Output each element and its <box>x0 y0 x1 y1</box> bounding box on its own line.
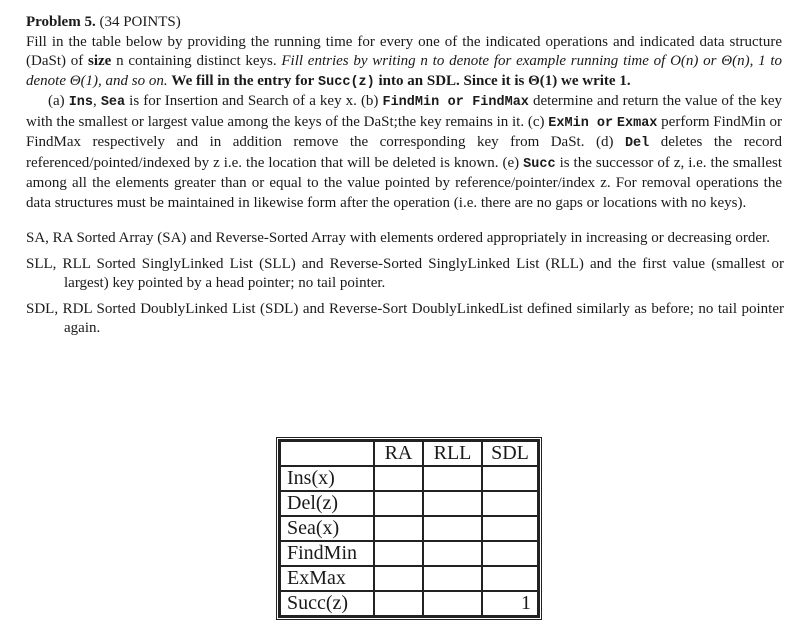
table-row <box>280 591 538 616</box>
table-cell-sdl[interactable] <box>482 566 538 591</box>
table-header-row <box>280 441 538 466</box>
op-d-text: deletes the record referenced/pointed/indexed by z i.e. the location that will be deleted is known. <box>26 134 782 171</box>
op-c-prefix: (c) <box>527 113 545 130</box>
succ-code: Succ(z) <box>318 74 375 90</box>
op-a-text: is for Insertion and Search of a key x. <box>129 93 357 109</box>
table-cell-ra[interactable] <box>374 466 423 491</box>
definition-term: SA, RA <box>26 230 73 246</box>
op-e-text: is the successor of z, i.e. the smallest among all the elements greater than or equal to the value pointed by reference/pointer/index z. For removal operations the data structures must be maintained in likewise form after the operation (i.e. there are no gaps or locations with no keys). <box>26 154 783 211</box>
table-header-corner <box>280 441 374 466</box>
op-a-prefix: (a) <box>48 93 65 109</box>
table-row <box>280 566 538 591</box>
definition-term: SLL, RLL <box>26 255 91 272</box>
table-cell-rll[interactable] <box>423 541 482 566</box>
table-header-sdl: SDL <box>482 441 538 466</box>
intro-bold-2: into an SDL. Since it is Θ(1) we write 1. <box>378 72 631 89</box>
op-exmin: ExMin or <box>548 115 614 131</box>
definition-item <box>26 255 784 294</box>
definition-text: Sorted Array (SA) and Reverse-Sorted Array with elements ordered appropriately in increasing or decreasing order. <box>76 230 770 246</box>
row-label: Ins(x) <box>280 466 374 491</box>
table-cell-rll[interactable] <box>423 516 482 541</box>
complexity-table <box>279 440 539 617</box>
op-exmax: Exmax <box>616 115 658 131</box>
row-label: Del(z) <box>280 491 374 516</box>
table-cell-ra[interactable] <box>374 491 423 516</box>
table-cell-rll[interactable] <box>423 566 482 591</box>
op-succ: Succ <box>523 156 556 172</box>
table-cell-sdl[interactable] <box>482 516 538 541</box>
table-header-rll: RLL <box>423 441 482 466</box>
table-row <box>280 541 538 566</box>
op-sea: Sea <box>100 95 126 110</box>
table-cell-sdl[interactable] <box>482 541 538 566</box>
table-cell-sdl[interactable] <box>482 466 538 491</box>
op-ins: Ins <box>68 95 94 110</box>
table-cell-rll[interactable] <box>423 466 482 491</box>
definition-term: SDL, RDL <box>26 300 93 317</box>
op-del: Del <box>624 136 650 151</box>
complexity-table-border <box>276 437 542 620</box>
table-cell-sdl[interactable]: 1 <box>482 591 538 616</box>
op-b-prefix: (b) <box>360 93 379 109</box>
size-word: size <box>88 53 112 69</box>
table-cell-ra[interactable] <box>374 516 423 541</box>
table-cell-ra[interactable] <box>374 591 423 616</box>
definition-item <box>26 229 784 249</box>
table-cell-rll[interactable] <box>423 591 482 616</box>
op-c-text: perform FindMin or FindMax respectively and in addition remove the corresponding key from DaSt. <box>26 113 783 150</box>
op-findmin-findmax: FindMin or FindMax <box>382 95 529 110</box>
problem-points: (34 POINTS) <box>99 14 181 30</box>
problem-label: Problem 5. <box>26 14 96 30</box>
row-label: FindMin <box>280 541 374 566</box>
table-row <box>280 516 538 541</box>
table-row <box>280 491 538 516</box>
table-header-ra: RA <box>374 441 423 466</box>
table-row <box>280 466 538 491</box>
problem-document <box>26 13 785 345</box>
op-d-prefix: (d) <box>595 134 614 150</box>
intro-bold-1: We fill in the entry for <box>171 72 315 89</box>
intro-italic-note: Fill entries by writing n to denote for example running time of O(n) or Θ(n), 1 to denote Θ(1), and so on. <box>26 53 783 89</box>
table-cell-sdl[interactable] <box>482 491 538 516</box>
definition-text: Sorted SinglyLinked List (SLL) and Reverse-Sorted SinglyLinked List (RLL) and the first value (smallest or largest) key pointed by a head pointer; no tail pointer. <box>64 255 784 291</box>
intro-sentence-2: n containing distinct keys. <box>116 53 277 69</box>
op-b-text: determine and return the value of the key with the smallest or largest value among the keys of the DaSt;the key remains in it. <box>26 93 783 130</box>
definition-text: Sorted DoublyLinked List (SDL) and Reverse-Sort DoublyLinkedList defined similarly as before; no tail pointer again. <box>64 300 785 336</box>
complexity-table-wrapper <box>276 437 542 620</box>
row-label: Succ(z) <box>280 591 374 616</box>
intro-paragraph <box>26 33 782 93</box>
row-label: Sea(x) <box>280 516 374 541</box>
problem-heading <box>26 13 782 33</box>
table-cell-ra[interactable] <box>374 566 423 591</box>
operations-paragraph: (a) Ins, Sea is for Insertion and Search of a key x. (b) FindMin or FindMax determine and return the value of the key with the smallest or largest value among the keys of the DaSt;the key remains in it. (c) ExMin or Exmax perform FindMin or FindMax respectively and in addition remove the corresponding key from DaSt. (d) Del deletes the record referenced/pointed/indexed by z i.e. the location that will be deleted is known. (e) Succ is the successor of z, i.e. the smallest among all the elements greater than or equal to the value pointed by reference/pointer/index z. For removal operations the data structures must be maintained in likewise form after the operation (i.e. there are no gaps or locations with no keys). <box>26 93 783 211</box>
intro-sentence-1: Fill in the table below by providing the running time for every one of the indicated operations and indicated data structure (DaSt) of <box>26 33 782 69</box>
definitions-list <box>26 229 785 339</box>
op-e-prefix: (e) <box>502 154 520 171</box>
table-cell-ra[interactable] <box>374 541 423 566</box>
definition-item <box>26 300 784 339</box>
row-label: ExMax <box>280 566 374 591</box>
table-cell-rll[interactable] <box>423 491 482 516</box>
